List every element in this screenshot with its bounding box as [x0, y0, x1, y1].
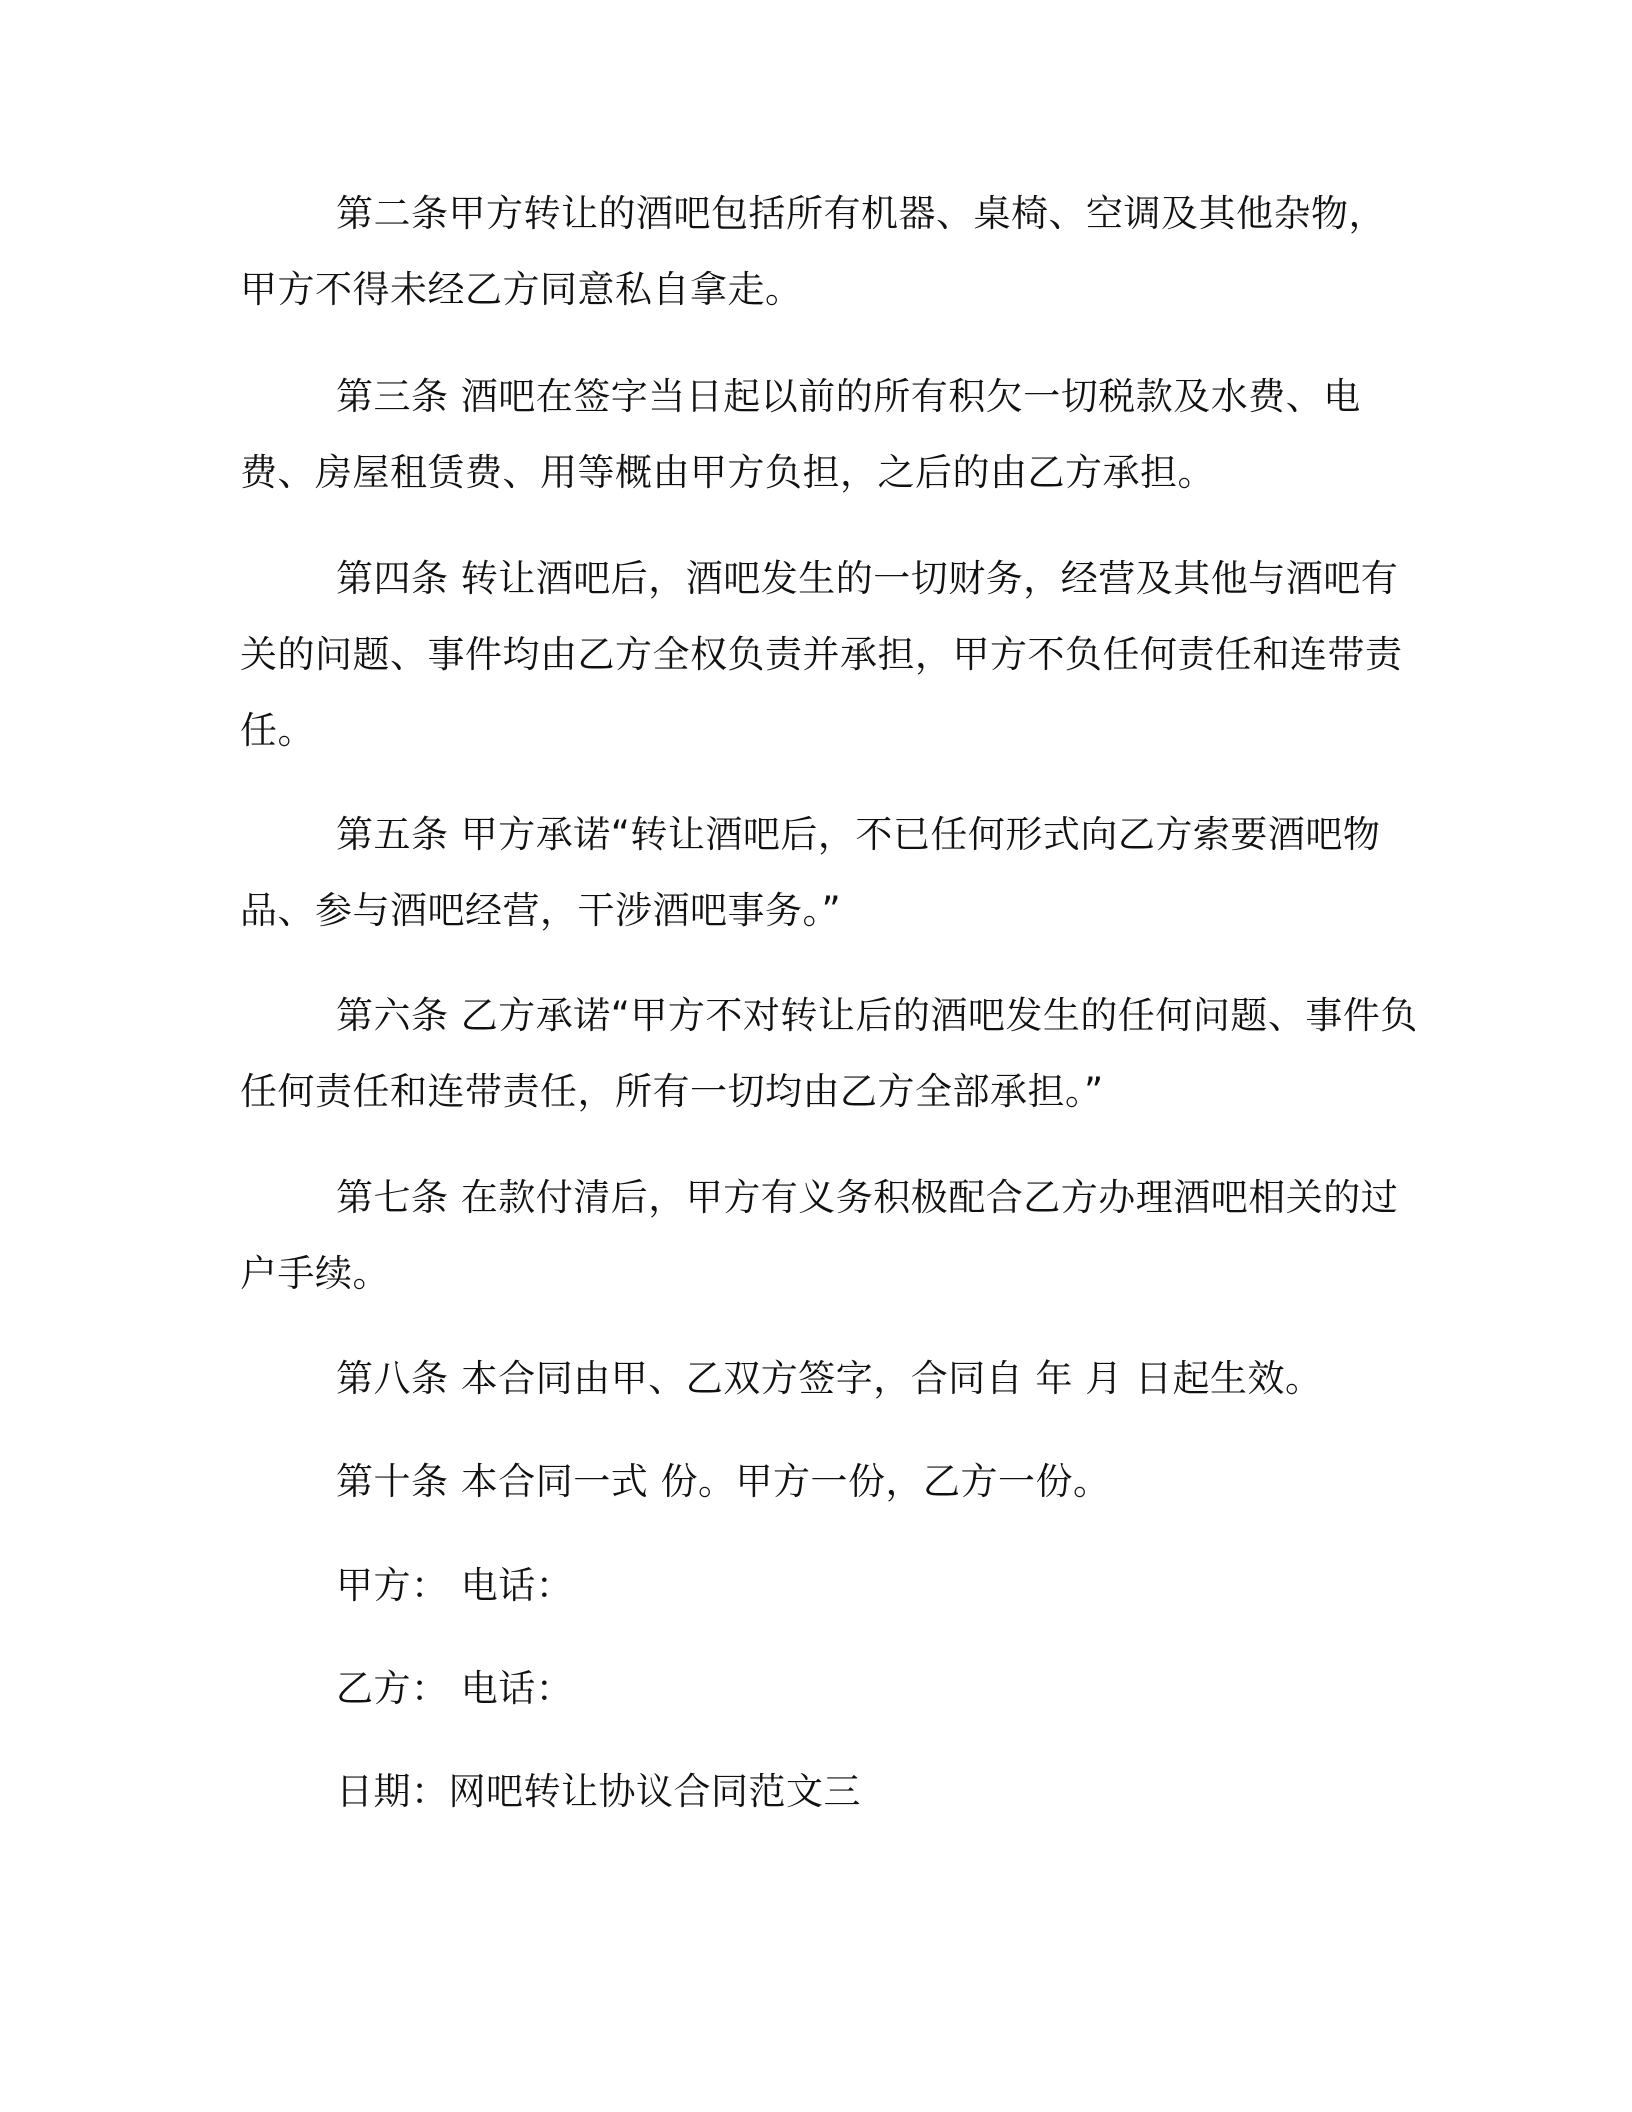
article-5-paragraph: 第五条 甲方承诺“转让酒吧后，不已任何形式向乙方索要酒吧物品、参与酒吧经营，干涉酒吧事务。” — [240, 813, 1381, 932]
article-8-paragraph: 第八条 本合同由甲、乙双方签字，合同自 年 月 日起生效。 — [336, 1357, 1323, 1400]
party-a-signature-line: 甲方： 电话： — [336, 1564, 574, 1607]
article-3-paragraph: 第三条 酒吧在签字当日起以前的所有积欠一切税款及水费、电费、房屋租赁费、用等概由甲方负担，之后的由乙方承担。 — [240, 375, 1361, 494]
article-2-paragraph: 第二条甲方转让的酒吧包括所有机器、桌椅、空调及其他杂物，甲方不得未经乙方同意私自拿走。 — [240, 192, 1386, 311]
article-6-paragraph: 第六条 乙方承诺“甲方不对转让后的酒吧发生的任何问题、事件负任何责任和连带责任，所有一切均由乙方全部承担。” — [240, 994, 1418, 1113]
article-4-paragraph: 第四条 转让酒吧后，酒吧发生的一切财务，经营及其他与酒吧有关的问题、事件均由乙方全权负责并承担，甲方不负任何责任和连带责任。 — [240, 557, 1403, 752]
article-7-paragraph: 第七条 在款付清后，甲方有义务积极配合乙方办理酒吧相关的过户手续。 — [240, 1176, 1399, 1295]
article-10-paragraph: 第十条 本合同一式 份。甲方一份，乙方一份。 — [336, 1460, 1111, 1503]
date-line: 日期：网吧转让协议合同范文三 — [336, 1770, 861, 1813]
party-b-signature-line: 乙方： 电话： — [336, 1667, 574, 1710]
